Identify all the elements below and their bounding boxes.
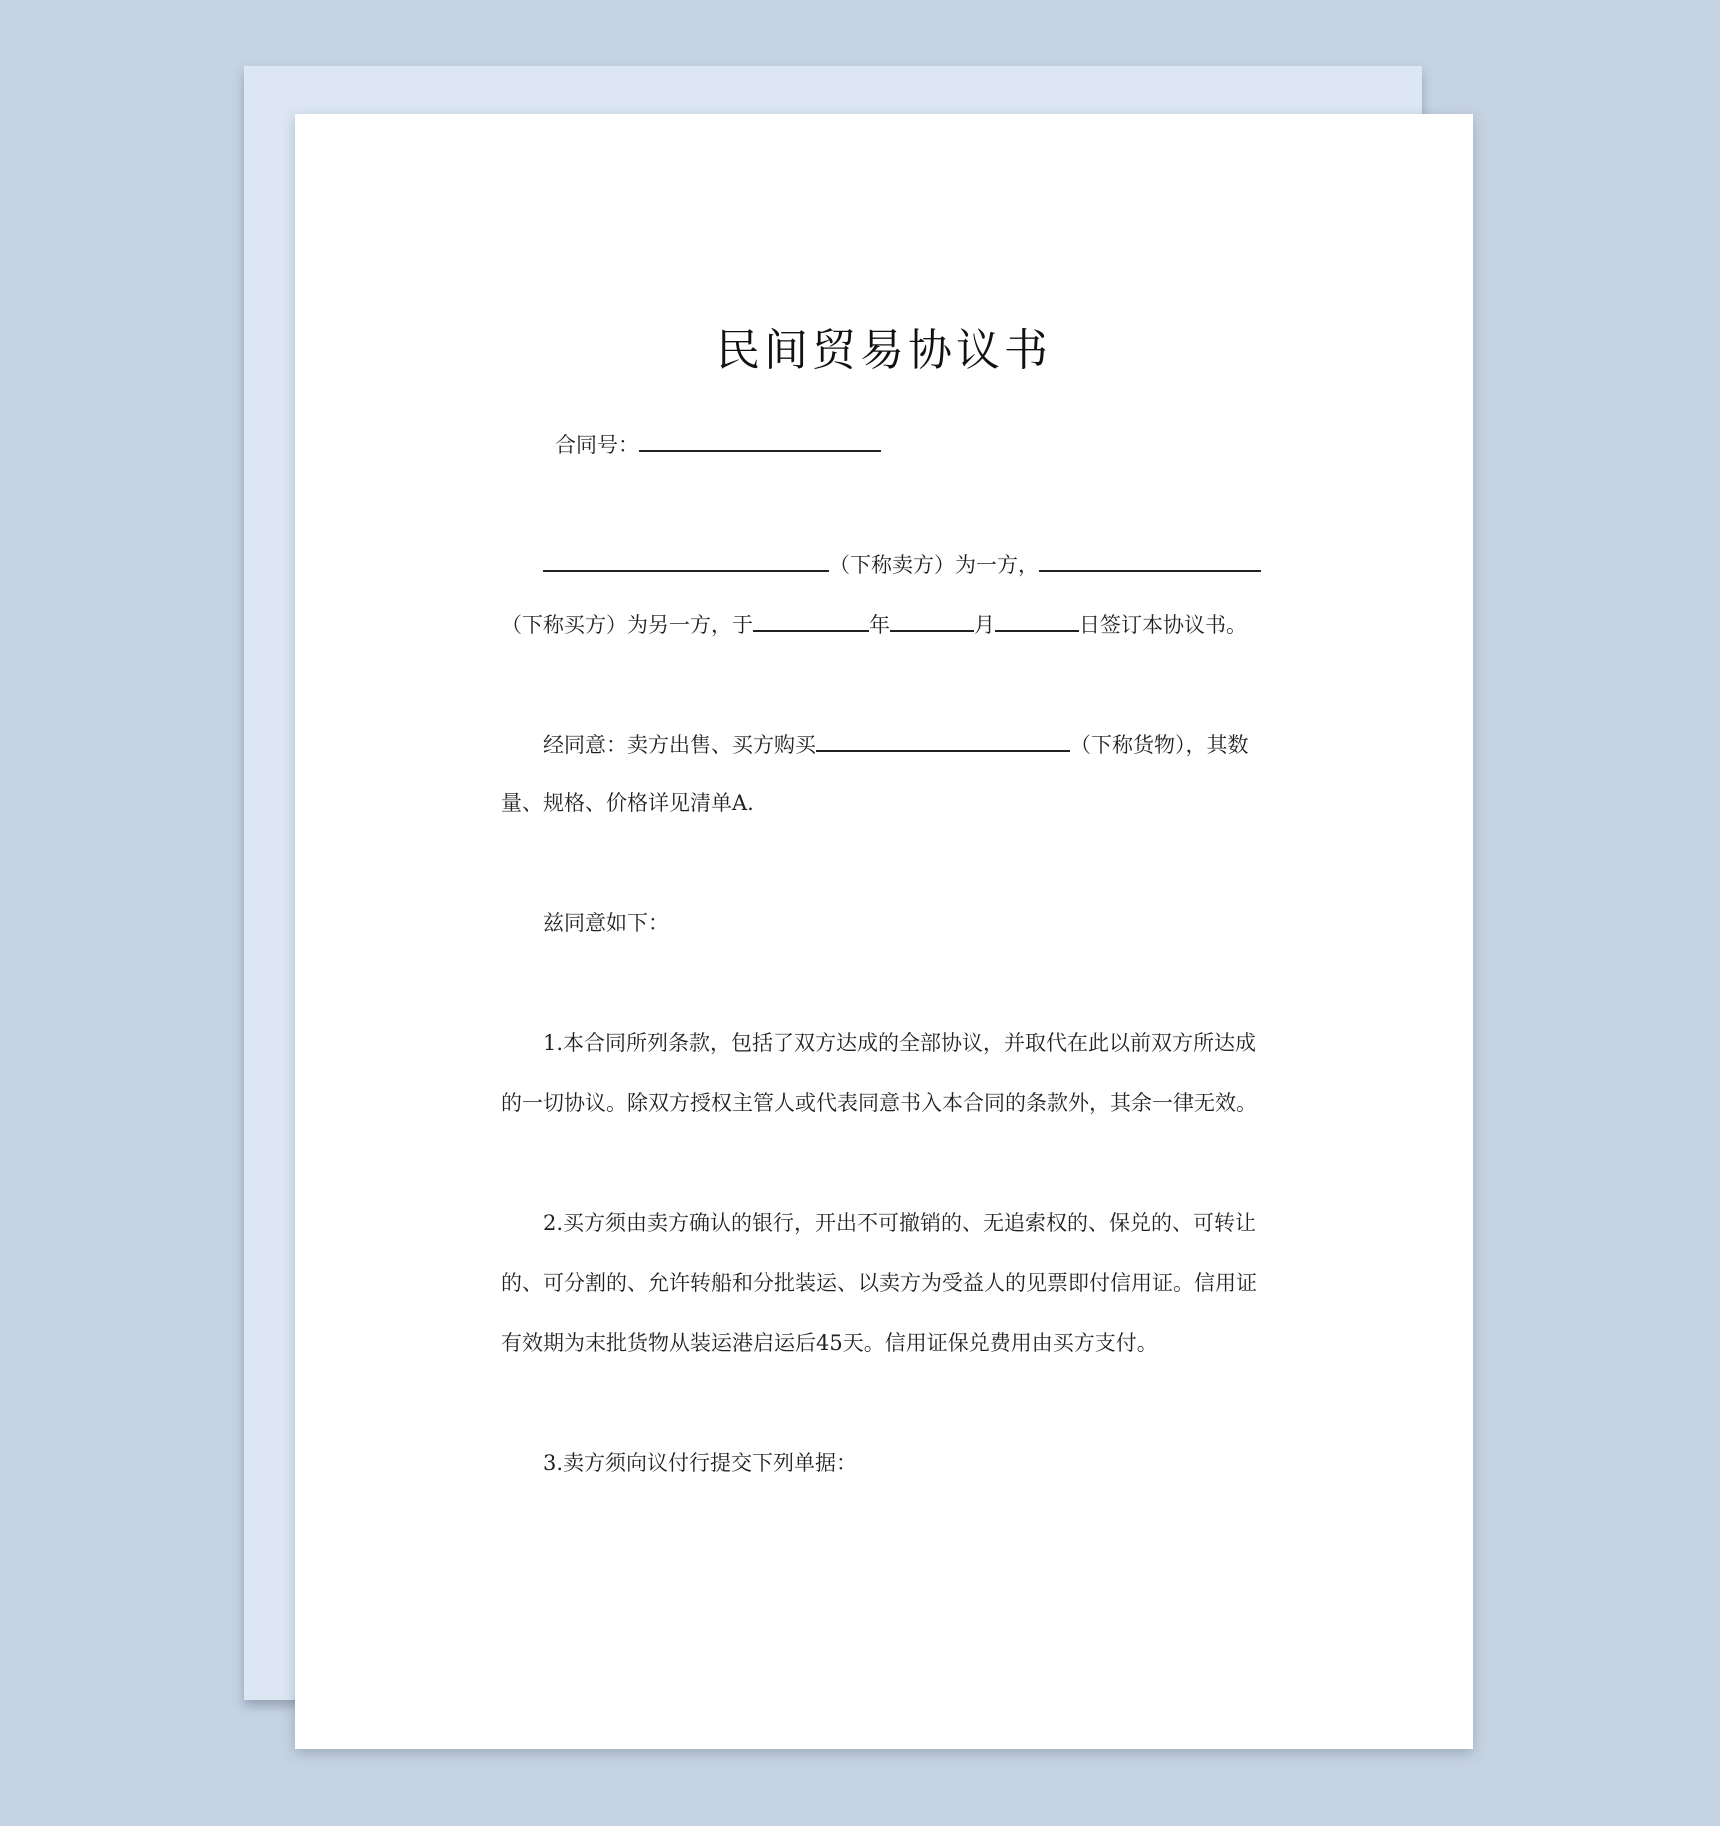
buyer-prefix-text: （下称买方）为另一方，于 (501, 613, 753, 637)
document-page (295, 114, 1473, 1749)
month-label: 月 (974, 613, 995, 637)
day-blank[interactable] (995, 608, 1079, 632)
intro-line-2 (501, 608, 1247, 640)
agreement-prefix-text: 经同意：卖方出售、买方购买 (543, 733, 816, 757)
goods-blank[interactable] (816, 728, 1070, 752)
buyer-name-blank[interactable] (1039, 548, 1261, 572)
agreement-line-1 (543, 728, 1249, 760)
clause3-line-1: 3.卖方须向议付行提交下列单据： (543, 1451, 858, 1475)
contract-number-blank[interactable] (639, 428, 881, 452)
day-suffix-text: 日签订本协议书。 (1079, 613, 1247, 637)
document-title: 民间贸易协议书 (716, 325, 1052, 376)
year-label: 年 (869, 613, 890, 637)
agreement-line-2: 量、规格、价格详见清单A. (501, 791, 754, 815)
year-blank[interactable] (753, 608, 869, 632)
clause1-line-1: 1.本合同所列条款，包括了双方达成的全部协议，并取代在此以前双方所达成 (543, 1031, 1257, 1055)
clause1-line-2: 的一切协议。除双方授权主管人或代表同意书入本合同的条款外，其余一律无效。 (501, 1091, 1257, 1115)
hereby-text: 兹同意如下： (543, 911, 669, 935)
intro-line-1 (543, 548, 1261, 580)
contract-number-label: 合同号： (555, 433, 639, 457)
clause2-line-1: 2.买方须由卖方确认的银行，开出不可撤销的、无追索权的、保兑的、可转让 (543, 1211, 1257, 1235)
agreement-suffix-text: （下称货物），其数 (1070, 733, 1249, 757)
seller-name-blank[interactable] (543, 548, 829, 572)
clause2-line-2: 的、可分割的、允许转船和分批装运、以卖方为受益人的见票即付信用证。信用证 (501, 1271, 1257, 1295)
contract-number-row (555, 428, 881, 460)
clause2-line-3: 有效期为末批货物从装运港启运后45天。信用证保兑费用由买方支付。 (501, 1331, 1158, 1355)
seller-suffix-text: （下称卖方）为一方， (829, 553, 1039, 577)
month-blank[interactable] (890, 608, 974, 632)
